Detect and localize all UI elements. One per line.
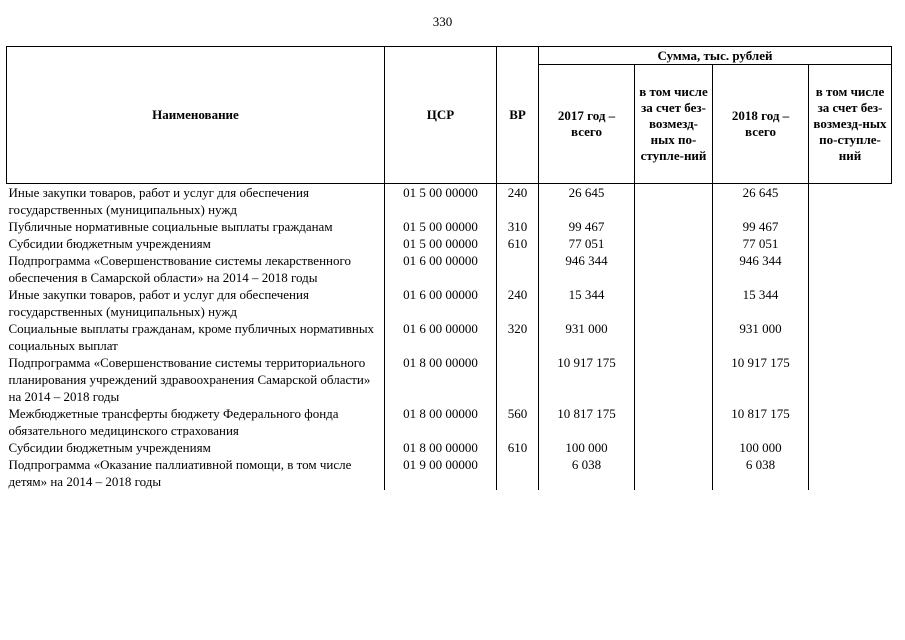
row-2018-total: 99 467 (713, 218, 809, 235)
page-number: 330 (432, 14, 453, 29)
row-2017-total: 931 000 (539, 320, 635, 354)
row-2018-total: 15 344 (713, 286, 809, 320)
row-vr (497, 456, 539, 490)
row-2018-total: 946 344 (713, 252, 809, 286)
row-csr: 01 8 00 00000 (385, 354, 497, 405)
header-2017-grants: в том числе за счет без-возмезд-ных по-ступле-ний (635, 65, 713, 184)
row-2017-total: 15 344 (539, 286, 635, 320)
row-csr: 01 6 00 00000 (385, 320, 497, 354)
row-vr: 560 (497, 405, 539, 439)
row-name: Социальные выплаты гражданам, кроме публичных нормативных социальных выплат (8, 321, 375, 353)
row-csr: 01 5 00 00000 (385, 218, 497, 235)
table-row (7, 286, 892, 320)
row-2017-grants (635, 320, 713, 354)
row-2018-grants (809, 235, 892, 252)
row-2018-grants (809, 320, 892, 354)
row-name: Иные закупки товаров, работ и услуг для обеспечения государственных (муниципальных) нужд (8, 287, 309, 319)
row-name: Субсидии бюджетным учреждениям (8, 236, 211, 251)
budget-table (6, 46, 892, 490)
table-row (7, 235, 892, 252)
table-row (7, 218, 892, 235)
row-csr: 01 8 00 00000 (385, 405, 497, 439)
row-csr: 01 5 00 00000 (385, 235, 497, 252)
row-csr: 01 9 00 00000 (385, 456, 497, 490)
header-vr: ВР (497, 47, 539, 184)
table-row (7, 320, 892, 354)
row-2018-grants (809, 218, 892, 235)
row-2017-grants (635, 439, 713, 456)
header-2018-total: 2018 год – всего (713, 65, 809, 184)
row-vr: 610 (497, 439, 539, 456)
row-name: Подпрограмма «Совершенствование системы территориального планирования учреждений здравоохранения Самарской области» на 2014 – 2018 годы (8, 355, 371, 404)
row-2018-grants (809, 439, 892, 456)
row-name: Подпрограмма «Оказание паллиативной помощи, в том числе детям» на 2014 – 2018 годы (8, 457, 352, 489)
row-2018-grants (809, 405, 892, 439)
table-body (7, 184, 892, 491)
row-2018-total: 77 051 (713, 235, 809, 252)
row-csr: 01 6 00 00000 (385, 286, 497, 320)
row-2018-total: 931 000 (713, 320, 809, 354)
row-vr: 240 (497, 184, 539, 219)
row-2017-grants (635, 252, 713, 286)
row-2017-grants (635, 286, 713, 320)
row-vr (497, 354, 539, 405)
row-2017-grants (635, 405, 713, 439)
row-name: Подпрограмма «Совершенствование системы лекарственного обеспечения в Самарской области» на 2014 – 2018 годы (8, 253, 351, 285)
table-row (7, 184, 892, 219)
row-2018-total: 6 038 (713, 456, 809, 490)
header-sum-group: Сумма, тыс. рублей (539, 47, 892, 65)
row-name: Межбюджетные трансферты бюджету Федерального фонда обязательного медицинского страхования (8, 406, 339, 438)
row-2018-grants (809, 252, 892, 286)
row-vr (497, 252, 539, 286)
row-2017-grants (635, 184, 713, 219)
table-row (7, 456, 892, 490)
row-csr: 01 8 00 00000 (385, 439, 497, 456)
row-2018-grants (809, 354, 892, 405)
header-2017-total: 2017 год – всего (539, 65, 635, 184)
row-2017-total: 946 344 (539, 252, 635, 286)
row-2017-total: 100 000 (539, 439, 635, 456)
row-2017-total: 99 467 (539, 218, 635, 235)
row-2017-grants (635, 235, 713, 252)
row-name: Иные закупки товаров, работ и услуг для обеспечения государственных (муниципальных) нужд (8, 185, 309, 217)
row-2018-total: 26 645 (713, 184, 809, 219)
table-row (7, 405, 892, 439)
row-vr: 320 (497, 320, 539, 354)
row-2018-grants (809, 184, 892, 219)
header-name: Наименование (7, 47, 385, 184)
row-name: Субсидии бюджетным учреждениям (8, 440, 211, 455)
row-2017-grants (635, 354, 713, 405)
row-2017-total: 77 051 (539, 235, 635, 252)
row-2018-total: 10 917 175 (713, 354, 809, 405)
row-vr: 310 (497, 218, 539, 235)
row-csr: 01 5 00 00000 (385, 184, 497, 219)
row-2017-grants (635, 218, 713, 235)
row-2018-total: 10 817 175 (713, 405, 809, 439)
row-name: Публичные нормативные социальные выплаты гражданам (8, 219, 333, 234)
row-csr: 01 6 00 00000 (385, 252, 497, 286)
table-row (7, 354, 892, 405)
row-2017-total: 10 817 175 (539, 405, 635, 439)
row-2017-total: 26 645 (539, 184, 635, 219)
row-vr: 240 (497, 286, 539, 320)
row-vr: 610 (497, 235, 539, 252)
row-2018-grants (809, 286, 892, 320)
header-2018-grants: в том числе за счет без-возмезд-ных по-ступле-ний (809, 65, 892, 184)
row-2017-grants (635, 456, 713, 490)
header-csr: ЦСР (385, 47, 497, 184)
table-row (7, 252, 892, 286)
table-row (7, 439, 892, 456)
row-2018-grants (809, 456, 892, 490)
table-header (7, 47, 892, 184)
row-2018-total: 100 000 (713, 439, 809, 456)
row-2017-total: 6 038 (539, 456, 635, 490)
row-2017-total: 10 917 175 (539, 354, 635, 405)
